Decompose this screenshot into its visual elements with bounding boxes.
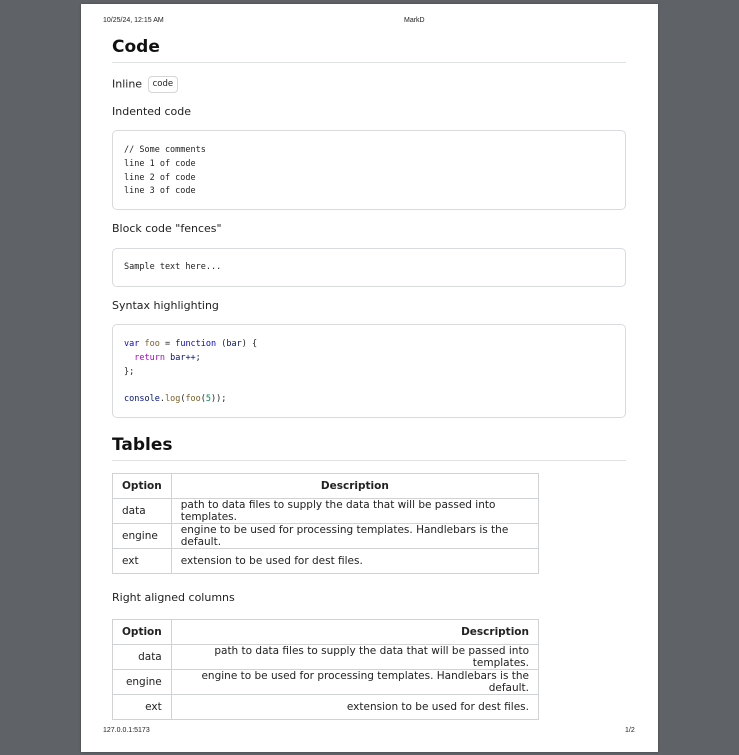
inline-code: code (148, 76, 179, 93)
right-aligned-table (112, 619, 539, 720)
code-keyword: return (134, 352, 165, 363)
right-aligned-label: Right aligned columns (112, 591, 235, 604)
code-expr: bar++; (164, 352, 201, 363)
table-row (113, 549, 539, 574)
code-punct: ( (180, 394, 186, 405)
code-punct: . (159, 394, 165, 405)
code-line: // Some comments (124, 145, 206, 155)
table-header-row (113, 620, 539, 645)
cell-description: engine to be used for processing templates. Handlebars is the default. (171, 524, 538, 549)
indented-code-label: Indented code (112, 105, 192, 118)
header-option: Option (113, 474, 172, 499)
code-punct: )); (211, 394, 227, 405)
code-line: line 2 of code (124, 172, 196, 183)
table-row (113, 499, 539, 524)
fenced-code-text: Sample text here... (124, 262, 222, 272)
header-description: Description (171, 474, 538, 499)
code-line: line 1 of code (124, 158, 196, 169)
cell-option: engine (113, 524, 172, 549)
table-row (113, 645, 539, 670)
syntax-code-block (112, 324, 626, 418)
code-object: console (124, 394, 160, 405)
inline-label: Inline (112, 77, 143, 91)
header-description: Description (171, 620, 538, 645)
print-header-date: 10/25/24, 12:15 AM (103, 17, 164, 24)
cell-description: extension to be used for dest files. (171, 549, 538, 574)
code-keyword: var (124, 339, 140, 349)
syntax-code-text (124, 338, 257, 407)
cell-description: path to data files to supply the data that will be passed into templates. (171, 645, 538, 670)
cell-option: data (113, 499, 172, 524)
fenced-code-block (112, 248, 626, 287)
inline-paragraph (112, 76, 178, 93)
print-footer-url: 127.0.0.1:5173 (103, 727, 150, 734)
header-option: Option (113, 620, 172, 645)
fences-label: Block code "fences" (112, 222, 222, 235)
code-identifier: foo (144, 339, 160, 349)
code-call: foo (185, 394, 201, 405)
cell-description: engine to be used for processing templates. Handlebars is the default. (171, 670, 538, 695)
table-row (113, 695, 539, 720)
print-footer-page-number: 1/2 (625, 727, 635, 734)
table-row (113, 524, 539, 549)
code-keyword: function (175, 339, 217, 349)
code-param: bar (226, 339, 242, 349)
cell-option: ext (113, 549, 172, 574)
code-method: log (164, 394, 181, 405)
code-number: 5 (205, 394, 212, 405)
syntax-label: Syntax highlighting (112, 299, 219, 312)
code-punct: }; (124, 366, 135, 377)
code-punct: ( (216, 339, 227, 349)
print-page (81, 4, 658, 752)
indented-code-text (124, 144, 206, 199)
cell-description: path to data files to supply the data that will be passed into templates. (171, 499, 538, 524)
code-punct: ( (200, 394, 206, 405)
tables-heading: Tables (112, 435, 626, 461)
cell-option: ext (113, 695, 172, 720)
cell-option: data (113, 645, 172, 670)
cell-option: engine (113, 670, 172, 695)
options-table (112, 473, 539, 574)
cell-description: extension to be used for dest files. (171, 695, 538, 720)
indented-code-block (112, 130, 626, 210)
code-punct: ) { (241, 339, 258, 349)
print-header-title: MarkD (404, 17, 425, 24)
code-punct: = (159, 339, 176, 349)
table-header-row (113, 474, 539, 499)
table-row (113, 670, 539, 695)
code-heading: Code (112, 37, 626, 63)
code-line: line 3 of code (124, 186, 196, 197)
